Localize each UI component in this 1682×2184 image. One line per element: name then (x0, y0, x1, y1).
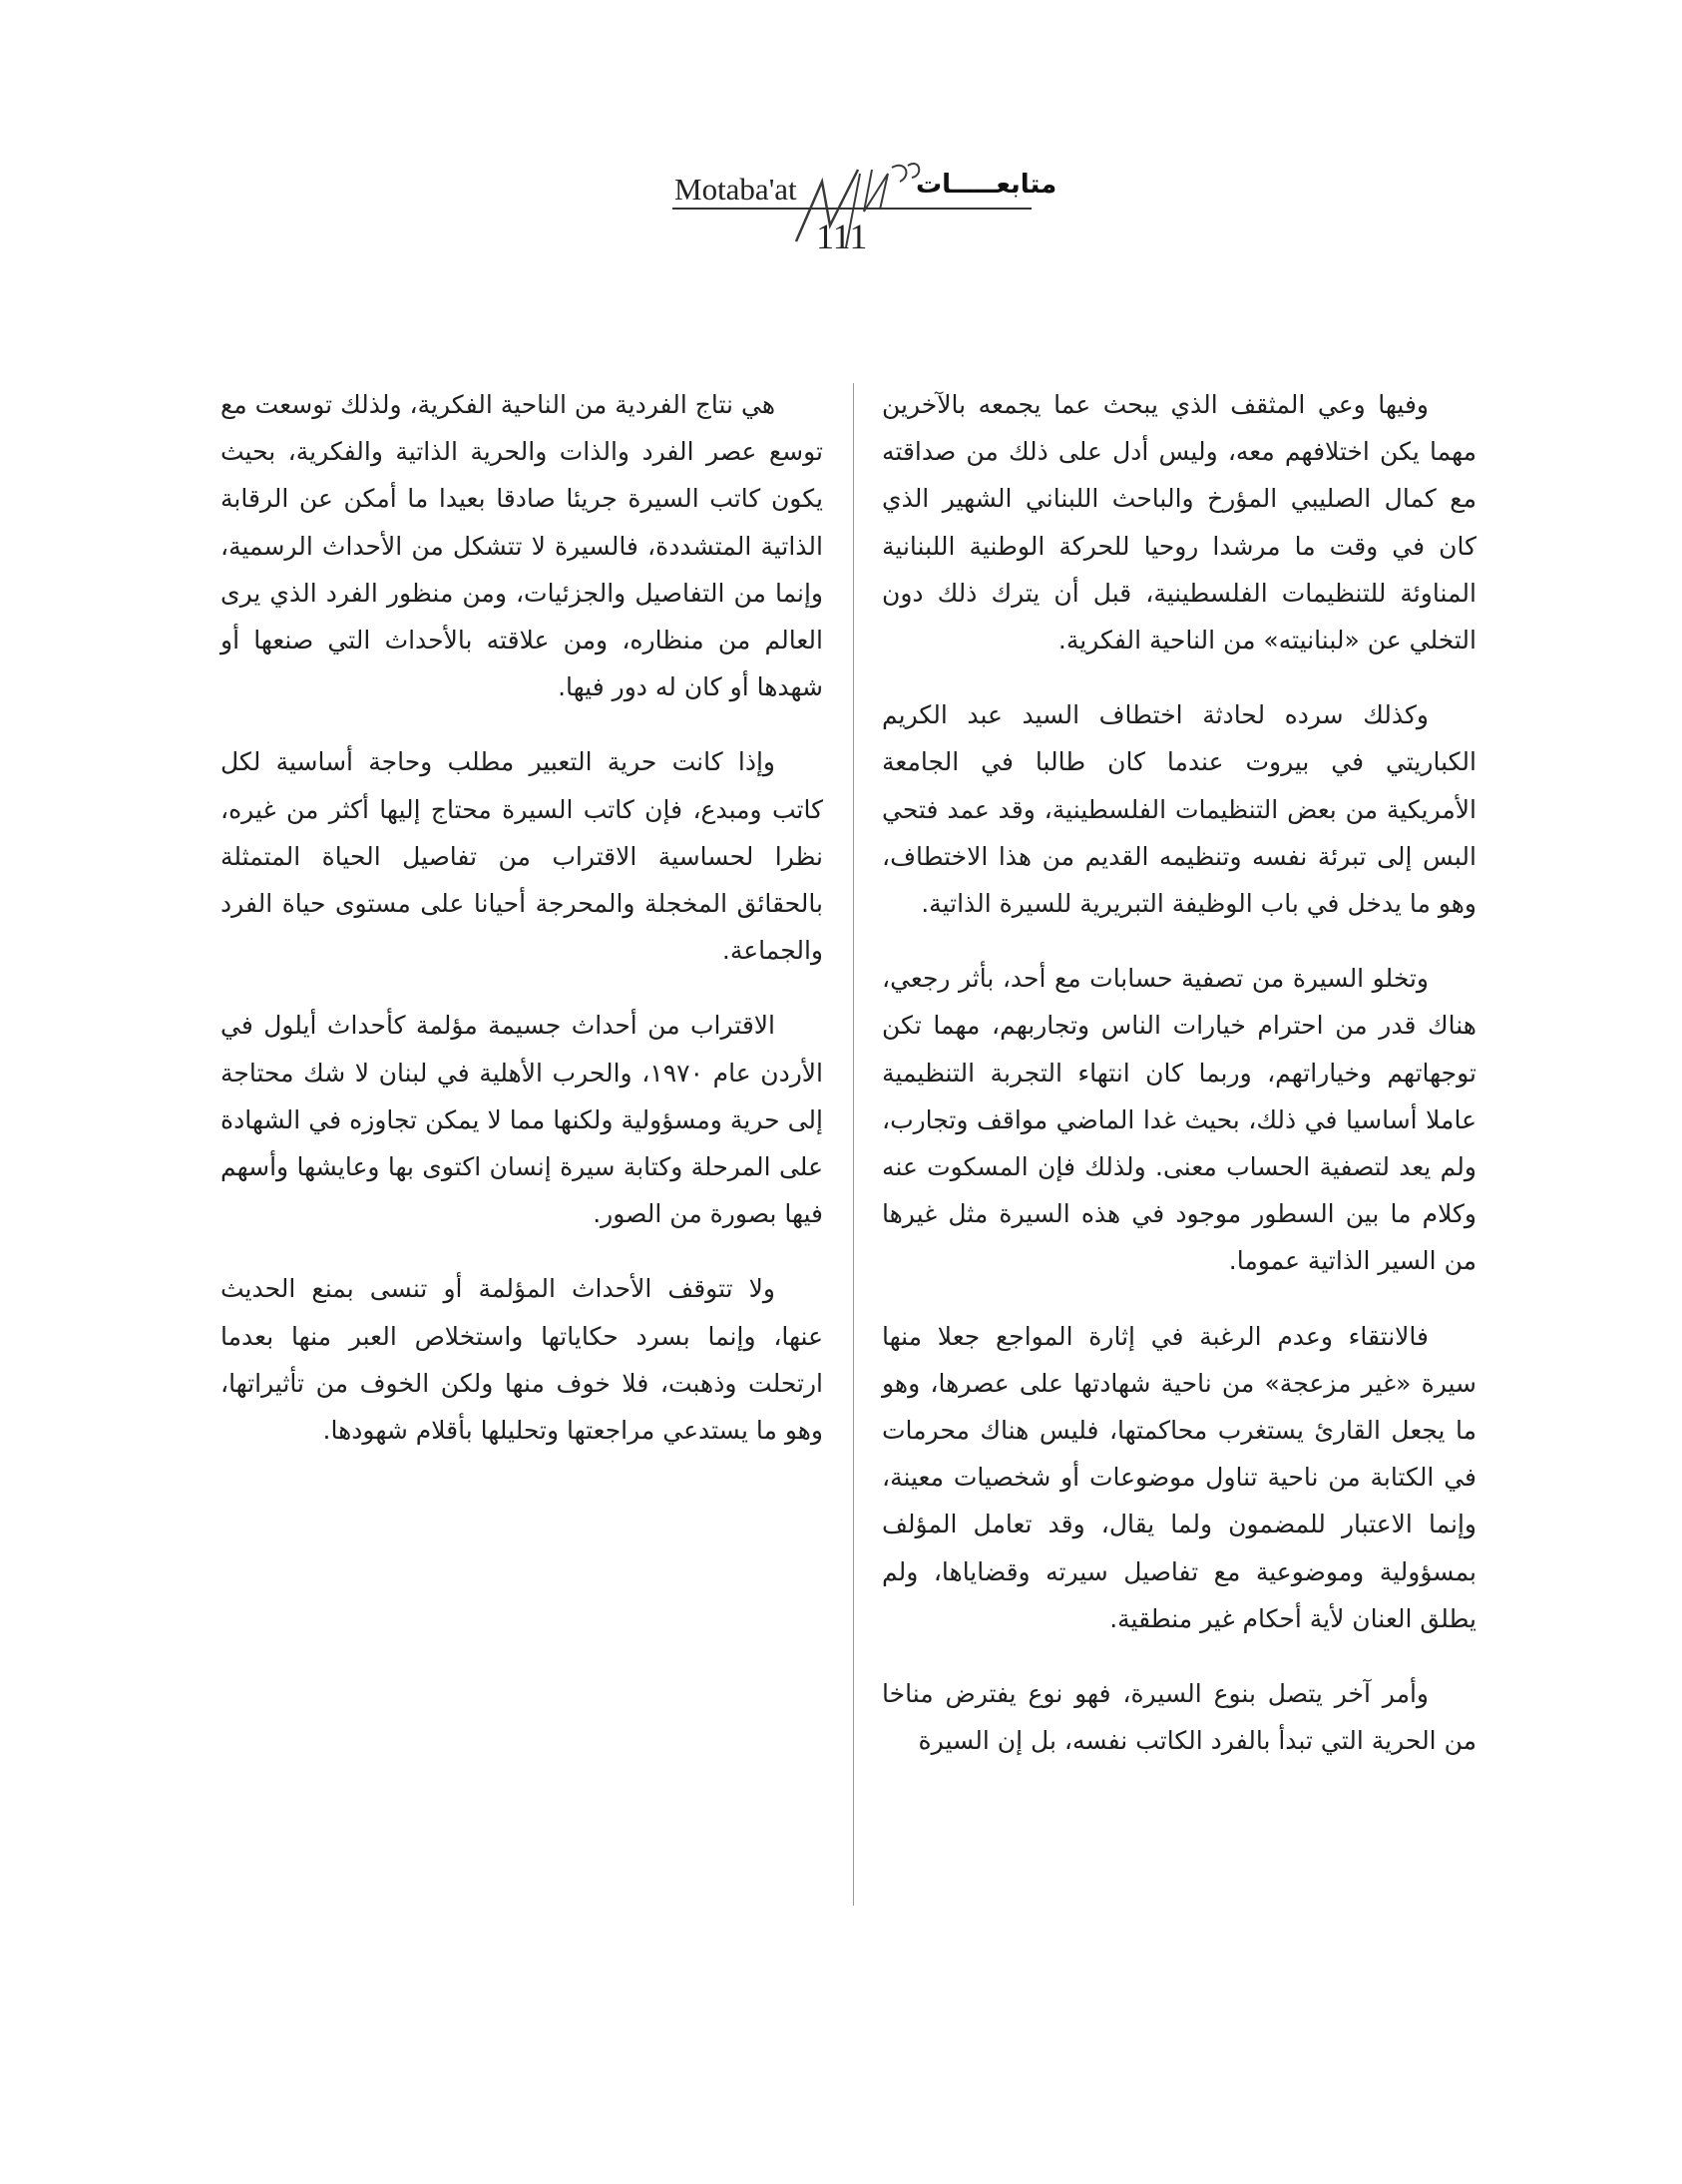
paragraph: وتخلو السيرة من تصفية حسابات مع أحد، بأثر رجعي، هناك قدر من احترام خيارات الناس وتجاربهم، مهما تكن توجهاتهم وخياراتهم، وربما كان انتهاء التجربة التنظيمية عاملا أساسيا في ذلك، بحيث غدا الماضي مواقف وتجارب، ولم يعد لتصفية الحساب معنى. ولذلك فإن المسكوت عنه وكلام ما بين السطور موجود في هذه السيرة مثل غيرها من السير الذاتية عموما. (882, 964, 1476, 1276)
paragraph: وفيها وعي المثقف الذي يبحث عما يجمعه بالآخرين مهما يكن اختلافهم معه، وليس أدل على ذلك من صداقته مع كمال الصليبي المؤرخ والباحث اللبناني الشهير الذي كان في وقت ما مرشدا روحيا للحركة الوطنية اللبنانية المناوئة للتنظيمات الفلسطينية، قبل أن يترك ذلك دون التخلي عن «لبنانيته» من الناحية الفكرية. (882, 390, 1476, 655)
header-rule (672, 208, 1032, 210)
page-number: 111 (816, 217, 868, 256)
column-divider (853, 383, 854, 1906)
left-text-column (220, 381, 823, 1482)
paragraph: ولا تتوقف الأحداث المؤلمة أو تنسى بمنع الحديث عنها، وإنما بسرد حكاياتها واستخلاص العبر منها بعدما ارتحلت وذهبت، فلا خوف منها ولكن الخوف من تأثيراتها، وهو ما يستدعي مراجعتها وتحليلها بأقلام شهودها. (220, 1274, 823, 1446)
paragraph: الاقتراب من أحداث جسيمة مؤلمة كأحداث أيلول في الأردن عام ١٩٧٠، والحرب الأهلية في لبنان لا شك محتاجة إلى حرية ومسؤولية ولكنها مما لا يمكن تجاوزه في الشهادة على المرحلة وكتابة سيرة إنسان اكتوى بها وعايشها وأسهم فيها بصورة من الصور. (220, 1011, 823, 1229)
header-latin-title: Motaba'at (674, 172, 797, 207)
paragraph: هي نتاج الفردية من الناحية الفكرية، ولذلك توسعت مع توسع عصر الفرد والذات والحرية الذاتية والفكرية، بحيث يكون كاتب السيرة جريئا صادقا بعيدا ما أمكن عن الرقابة الذاتية المتشددة، فالسيرة لا تتشكل من الأحداث الرسمية، وإنما من التفاصيل والجزئيات، ومن منظور الفرد الذي يرى العالم من منظاره، ومن علاقته بالأحداث التي صنعها أو شهدها أو كان له دور فيها. (220, 390, 823, 702)
right-text-column (882, 381, 1476, 1792)
paragraph: وإذا كانت حرية التعبير مطلب وحاجة أساسية لكل كاتب ومبدع، فإن كاتب السيرة محتاج إليها أكثر من غيره، نظرا لحساسية الاقتراب من تفاصيل الحياة المتمثلة بالحقائق المخجلة والمحرجة أحيانا على مستوى حياة الفرد والجماعة. (220, 747, 823, 966)
page-header (0, 0, 1682, 269)
paragraph: وأمر آخر يتصل بنوع السيرة، فهو نوع يفترض مناخا من الحرية التي تبدأ بالفرد الكاتب نفسه، بل إن السيرة (882, 1679, 1476, 1756)
paragraph: فالانتقاء وعدم الرغبة في إثارة المواجع جعلا منها سيرة «غير مزعجة» من ناحية شهادتها على عصرها، وهو ما يجعل القارئ يستغرب محاكمتها، فليس هناك محرمات في الكتابة من ناحية تناول موضوعات أو شخصيات معينة، وإنما الاعتبار للمضمون ولما يقال، وقد تعامل المؤلف بمسؤولية وموضوعية مع تفاصيل سيرته وقضاياها، ولم يطلق العنان لأية أحكام غير منطقية. (882, 1321, 1476, 1633)
header-arabic-title: متابعـــــات (916, 170, 1057, 200)
paragraph: وكذلك سرده لحادثة اختطاف السيد عبد الكريم الكباريتي في بيروت عندما كان طالبا في الجامعة الأمريكية من بعض التنظيمات الفلسطينية، وقد عمد فتحي البس إلى تبرئة نفسه وتنظيمه القديم من هذا الاختطاف، وهو ما يدخل في باب الوظيفة التبريرية للسيرة الذاتية. (882, 700, 1476, 919)
